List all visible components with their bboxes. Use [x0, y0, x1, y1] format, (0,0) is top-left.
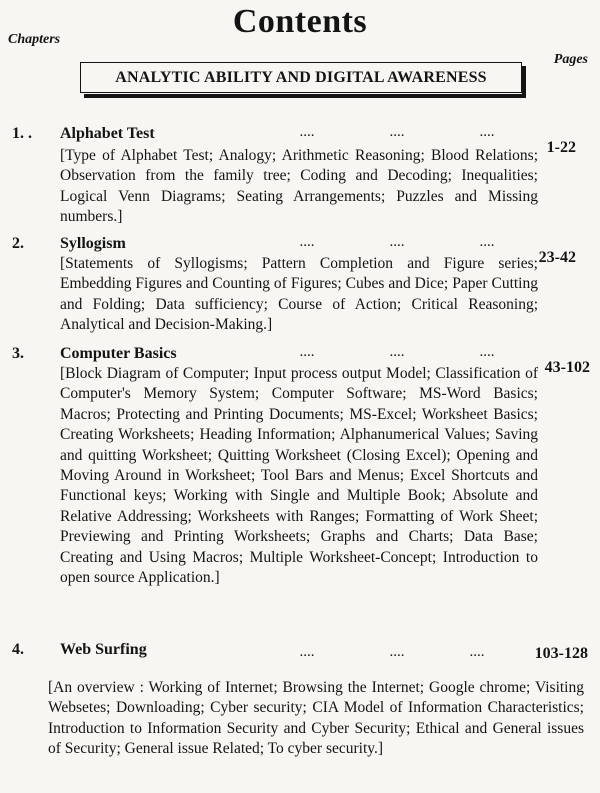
leader-dots: ....	[390, 647, 405, 659]
leader-dots: ....	[480, 237, 495, 249]
leader-dots: ....	[390, 127, 405, 139]
leader-dots: ....	[390, 347, 405, 359]
entry-pages: 43-102	[544, 359, 590, 376]
entry-description: [Statements of Syllogisms; Pattern Completion and Figure series; Embedding Figures and Counting of Figures; Cubes and Dice; Paper Cutting and Folding; Data sufficiency; Course of Action; Critical Reasoning; Analytical and Decision-Making.]	[60, 255, 538, 334]
leader-dots: ....	[300, 237, 315, 249]
entry-description: [An overview : Working of Internet; Browsing the Internet; Google chrome; Visiting Websetes; Downloading; Cyber security; CIA Model of Information Characteristics; Introduction to Information Security and Cyber Security; Ethical and General issues of Security; General issue Related; To cyber security.]	[48, 679, 584, 758]
leader-dots: ....	[470, 647, 485, 659]
entry-number: 4.	[12, 641, 24, 658]
leader-dots: ....	[300, 127, 315, 139]
entry-pages: 103-128	[534, 645, 588, 662]
section-heading: ANALYTIC ABILITY AND DIGITAL AWARENESS	[80, 62, 522, 93]
entry-description: [Block Diagram of Computer; Input process output Model; Classification of Computer's Memory System; Computer Software; MS-Word Basics; Macros; Protecting and Printing Documents; MS-Excel; Worksheet Basics; Creating Worksheets; Heading Information; Alphanumerical Values; Saving and quitting Worksheet; Quitting Worksheet (Closing Excel); Opening and Moving Around in Worksheet; Tool Bars and Menus; Excel Shortcuts and Functional keys; Working with Single and Multiple Book; Absolute and Relative Addressing; Worksheets with Ranges; Formatting of Work Sheet; Previewing and Printing Worksheets; Graphs and Charts; Data Base; Creating and Using Macros; Multiple Worksheet-Concept; Introduction to open source Application.]	[60, 365, 538, 587]
entry-title: Computer Basics	[60, 345, 177, 362]
entry-title: Syllogism	[60, 235, 126, 252]
page-title: Contents	[232, 3, 368, 40]
entry-number: 1. .	[12, 125, 32, 142]
entry-title: Web Surfing	[60, 641, 147, 658]
entry-pages: 1-22	[546, 139, 576, 156]
pages-column-label: Pages	[553, 52, 588, 67]
chapters-column-label: Chapters	[8, 32, 61, 47]
leader-dots: ....	[300, 347, 315, 359]
entry-pages: 23-42	[538, 249, 576, 266]
section-heading-box	[80, 62, 522, 94]
entry-number: 3.	[12, 345, 24, 362]
leader-dots: ....	[480, 127, 495, 139]
leader-dots: ....	[480, 347, 495, 359]
leader-dots: ....	[390, 237, 405, 249]
entry-description: [Type of Alphabet Test; Analogy; Arithmetic Reasoning; Blood Relations; Observation from the family tree; Coding and Decoding; Inequalities; Logical Venn Diagrams; Seating Arrangements; Puzzles and Missing numbers.]	[60, 147, 538, 226]
leader-dots: ....	[300, 647, 315, 659]
entry-number: 2.	[12, 235, 24, 252]
entry-title: Alphabet Test	[60, 125, 155, 142]
